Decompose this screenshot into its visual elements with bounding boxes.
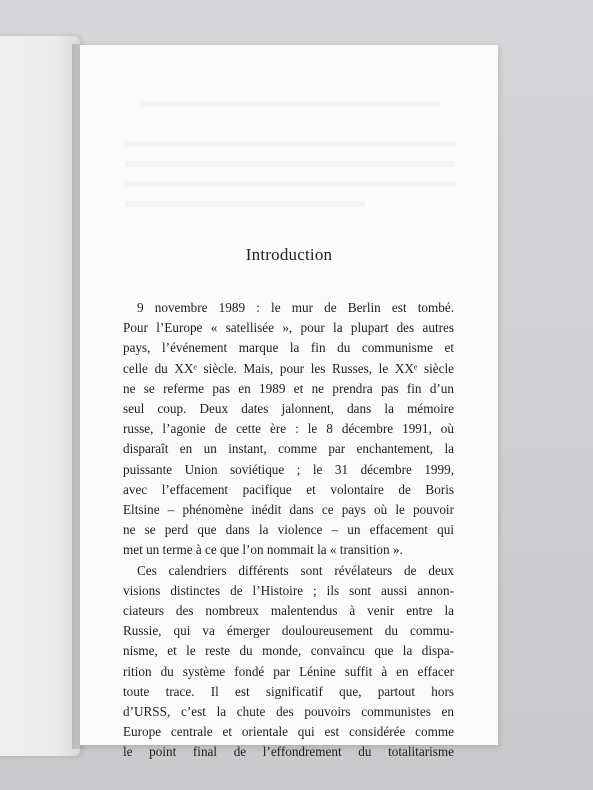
text-line: puissante Union soviétique ; le 31 décembre 1999,	[123, 461, 454, 477]
paragraph	[123, 561, 454, 763]
show-through-text	[125, 201, 365, 207]
show-through-text	[140, 101, 440, 107]
text-line: Europe centrale et orientale qui est considérée comme	[123, 724, 454, 740]
text-line: seul coup. Deux dates jalonnent, dans la mémoire	[123, 401, 454, 417]
show-through-text	[125, 141, 455, 147]
facing-page-edge	[0, 36, 80, 756]
text-line: Ces calendriers différents sont révélateurs de deux	[137, 562, 454, 578]
text-line: nisme, et le reste du monde, convaincu que la dispa-	[123, 643, 454, 659]
text-line: met un terme à ce que l’on nommait la « transition ».	[123, 542, 403, 558]
text-line: russe, l’agonie de cette ère : le 8 décembre 1991, où	[123, 421, 454, 437]
show-through-text	[125, 181, 455, 187]
text-line: 9 novembre 1989 : le mur de Berlin est tombé.	[137, 300, 454, 315]
show-through-text	[125, 161, 455, 167]
text-line: Eltsine – phénomène inédit dans ce pays où le pouvoir	[123, 502, 454, 518]
body-text	[123, 298, 454, 763]
text-line: rition du système fondé par Lénine suffit à en effacer	[123, 663, 454, 679]
text-line: visions distinctes de l’Histoire ; ils sont aussi annon-	[123, 582, 454, 598]
text-line: toute trace. Il est significatif que, partout hors	[123, 683, 454, 699]
text-line: ne se perd que dans la violence – un effacement qui	[123, 522, 454, 538]
text-line: Pour l’Europe « satellisée », pour la plupart des autres	[123, 320, 454, 336]
text-line: Russie, qui va émerger douloureusement du commu-	[123, 623, 454, 639]
text-line: ciateurs des nombreux malentendus à venir entre la	[123, 603, 454, 619]
text-line: ne se referme pas en 1989 et ne prendra pas fin d’un	[123, 380, 454, 396]
text-line: avec l’effacement pacifique et volontaire de Boris	[123, 481, 454, 497]
chapter-title: Introduction	[245, 245, 333, 264]
paragraph	[123, 298, 454, 561]
text-line: disparaît en un instant, comme par enchantement, la	[123, 441, 454, 457]
text-line: d’URSS, c’est la chute des pouvoirs communistes en	[123, 704, 454, 720]
text-line: pays, l’événement marque la fin du communisme et	[123, 340, 454, 356]
text-line: celle du XXᵉ siècle. Mais, pour les Russes, le XXᵉ siècle	[123, 360, 454, 376]
book-page	[80, 45, 498, 760]
text-line: le point final de l’effondrement du totalitarisme	[123, 744, 454, 760]
